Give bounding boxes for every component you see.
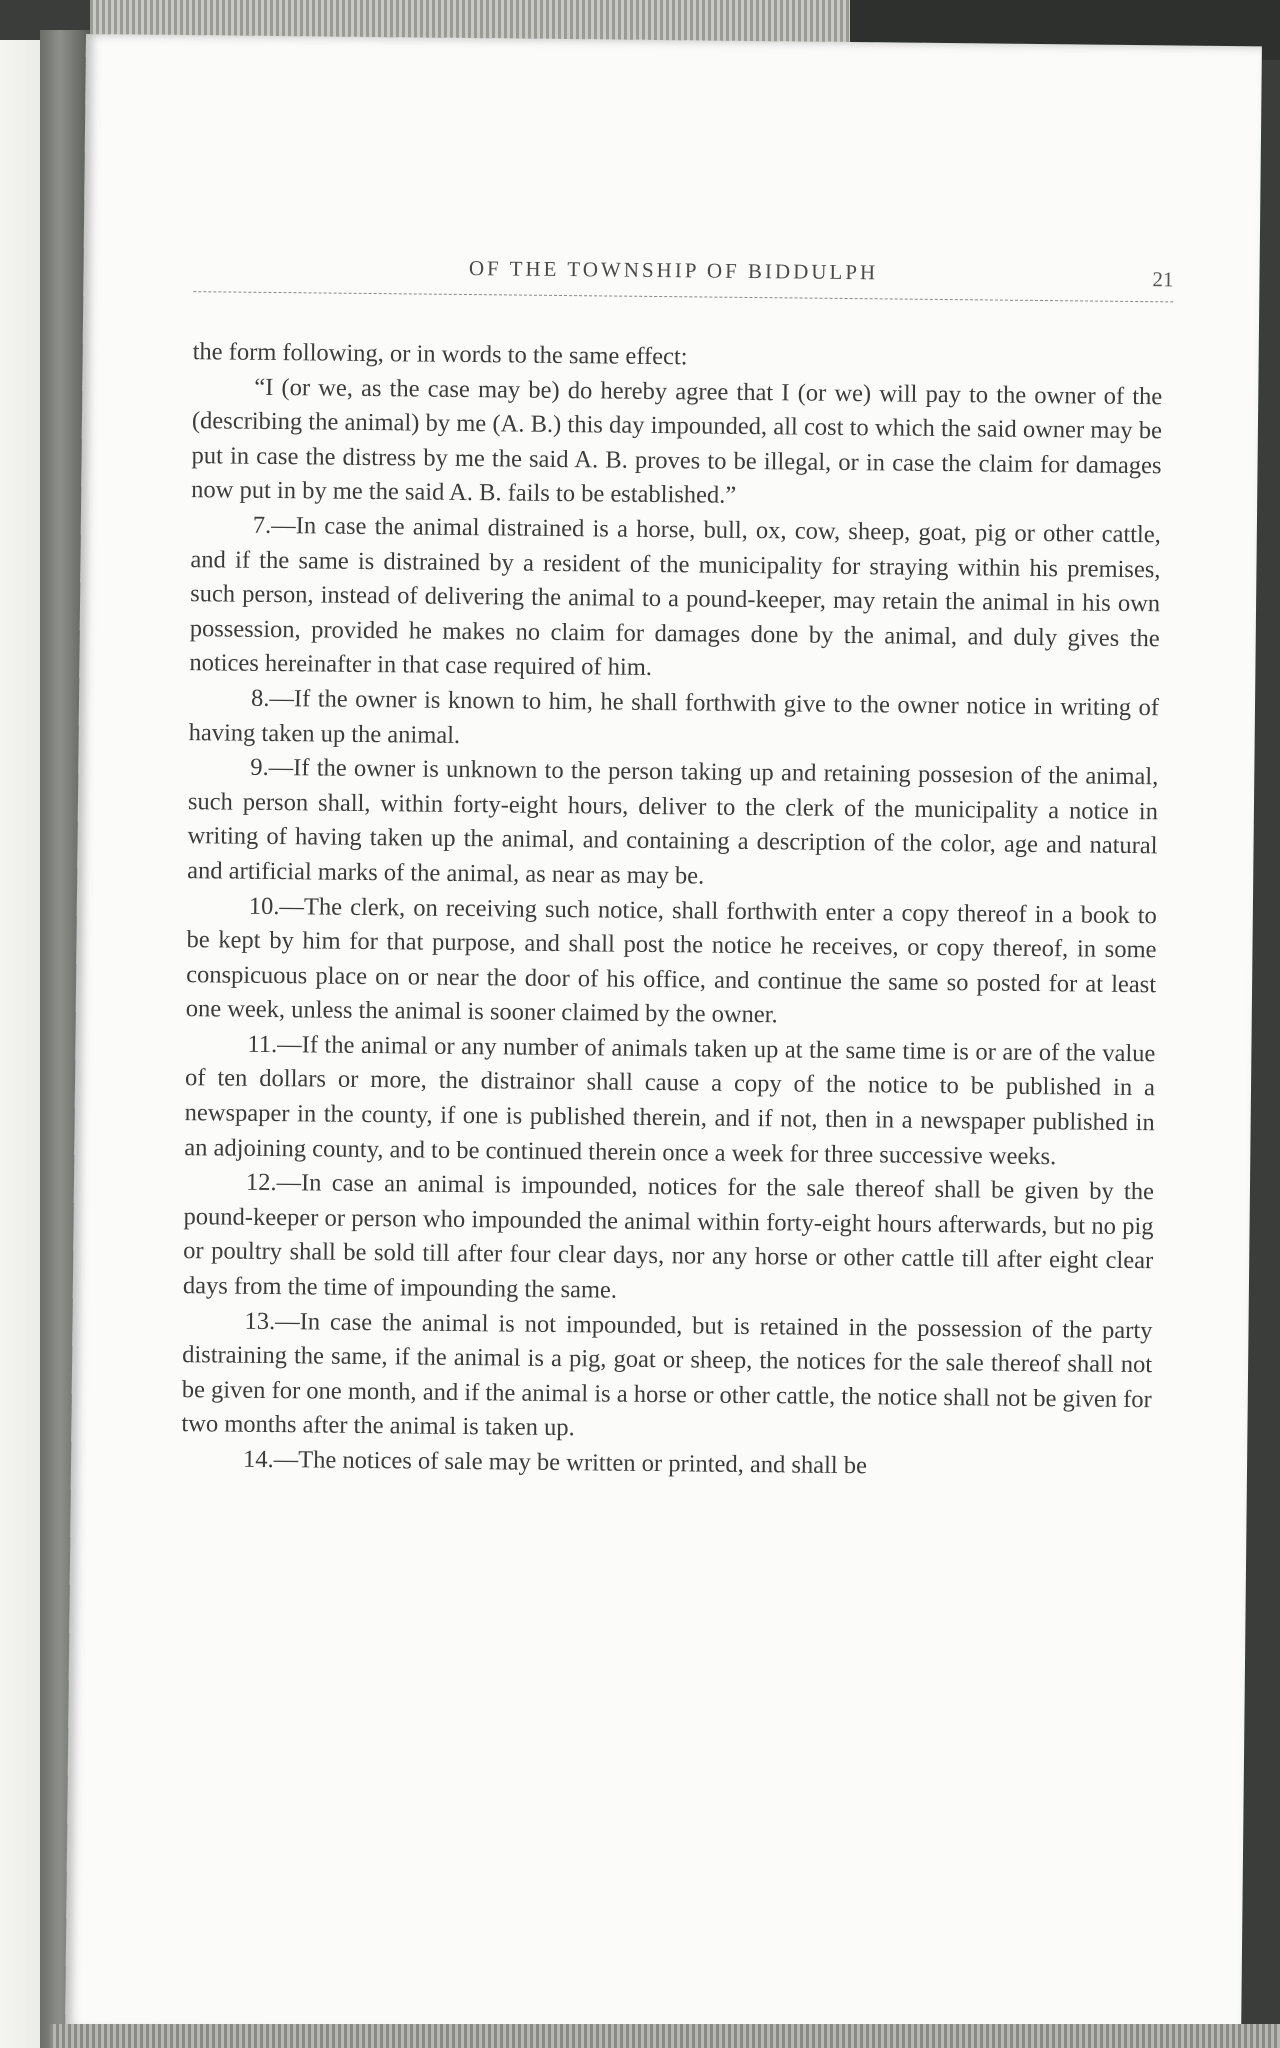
paragraph-section-12: 12.—In case an animal is impounded, notices for the sale thereof shall be given by the pound-keeper or person who impounded the animal within forty-eight hours afterwards, but no pig or poultry shall be sold till after four clear days, nor any horse or other cattle till after eight clear days from the time of impounding the same. (182, 1168, 1155, 1304)
paragraph-section-13: 13.—In case the animal is not impounded, but is retained in the possession of the party distraining the same, if the animal is a pig, goat or sheep, the notices for the sale thereof shall not be given for one month, and if the animal is a horse or other cattle, the notice shall not be given for two months after the animal is taken up. (181, 1307, 1153, 1442)
paragraph-section-11: 11.—If the animal or any number of animals taken up at the same time is or are of the value of ten dollars or more, the distrainor shall cause a copy of the notice to be published in a newspaper in the county, if one is published therein, and if not, then in a newspaper published in an adjoining county, and to be continued therein once a week for three successive weeks. (184, 1030, 1156, 1170)
book-page (65, 34, 1262, 2042)
paragraph-form-intro: the form following, or in words to the same effect: (192, 338, 688, 371)
paragraph-section-14: 14.—The notices of sale may be written or printed, and shall be (242, 1445, 868, 1480)
header-rule (193, 291, 1173, 302)
running-title: OF THE TOWNSHIP OF BIDDULPH (468, 256, 879, 285)
paragraph-section-9: 9.—If the owner is unknown to the person taking up and retaining possesion of the animal, such person shall, within forty-eight hours, deliver to the clerk of the municipality a notice in writing of having taken up the animal, and containing a description of the color, age and natural and artificial marks of the animal, as near as may be. (187, 753, 1159, 890)
page-number: 21 (1152, 267, 1174, 292)
body-text (181, 335, 1163, 1487)
bottom-page-edges (50, 2024, 1280, 2048)
paragraph-agreement-quote: “I (or we, as the case may be) do hereby agree that I (or we) will pay to the owner of the (describing the animal) by me (A. B.) this day impounded, all cost to which the said owner may be put in case the distress by me the said A. B. proves to be illegal, or in case the claim for damages now put in by me the said A. B. fails to be established.” (191, 373, 1163, 510)
paragraph-section-8: 8.—If the owner is known to him, he shall forthwith give to the owner notice in writing of having taken up the animal. (188, 684, 1160, 749)
paragraph-section-10: 10.—The clerk, on receiving such notice, shall forthwith enter a copy thereof in a book to be kept by him for that purpose, and shall post the notice he receives, or copy thereof, in some conspicuous place on or near the door of his office, and continue the same so posted for at least one week, unless the animal is sooner claimed by the owner. (185, 892, 1157, 1029)
paragraph-section-7: 7.—In case the animal distrained is a horse, bull, ox, cow, sheep, goat, pig or other cattle, and if the same is distrained by a resident of the municipality for straying within his premises, such person, instead of delivering the animal to a pound-keeper, may retain the animal in his own possession, provided he makes no claim for damages done by the animal, and duly gives the notices hereinafter in that case required of him. (189, 511, 1161, 682)
page-header (193, 253, 1174, 323)
